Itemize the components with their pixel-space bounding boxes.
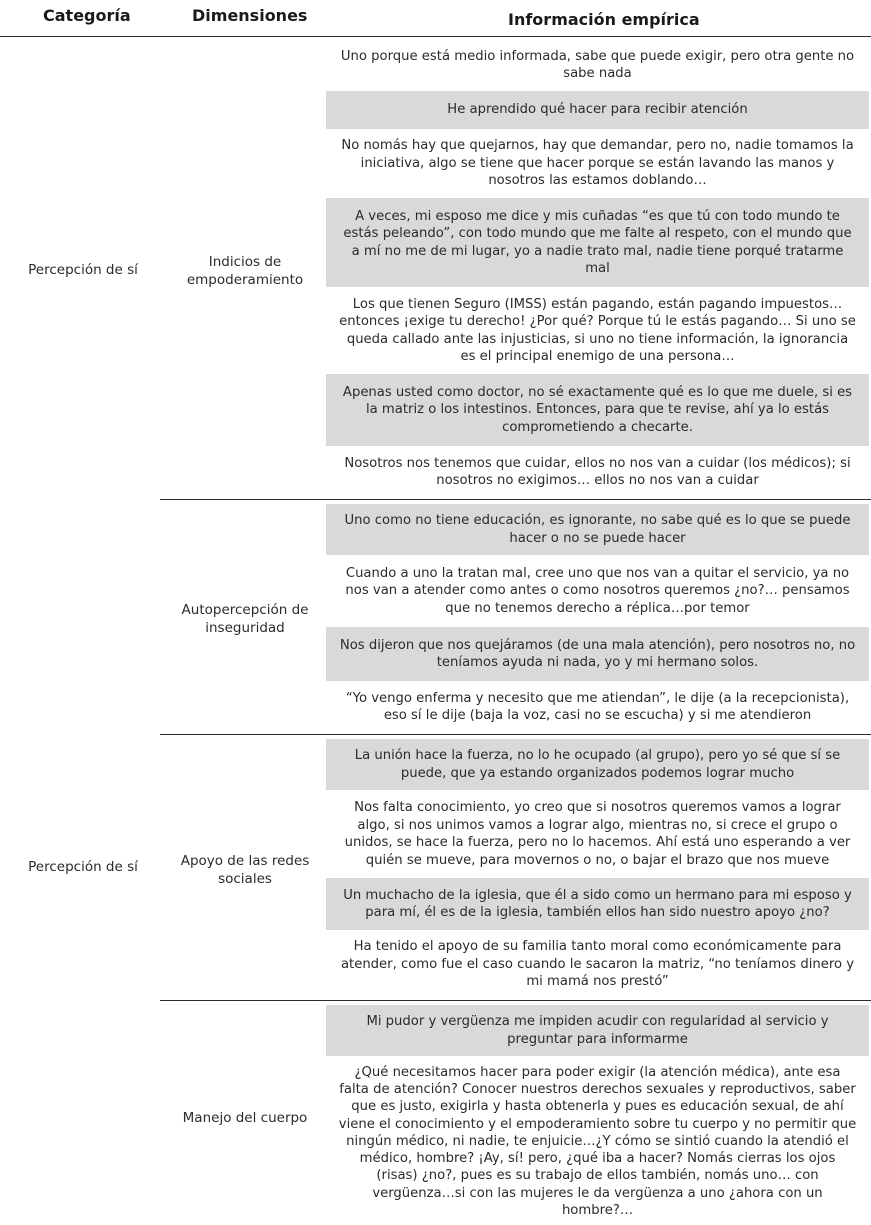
quote-cell: “Yo vengo enferma y necesito que me atiendan”, le dije (a la recepcionista), eso sí le dije (baja la voz, casi no se escucha) y si me atendieron [345, 690, 850, 723]
header-rule [0, 36, 871, 37]
dimension-empoderamiento: Indicios de empoderamiento [186, 254, 304, 288]
quote-cell: Ha tenido el apoyo de su familia tanto moral como económicamente para atender, como fue el caso cuando le sacaron la matriz, “no teníamos dinero y mi mamá nos prestó” [340, 939, 855, 990]
dimension-manejo-cuerpo: Manejo del cuerpo [182, 1110, 308, 1126]
quote-cell: Nosotros nos tenemos que cuidar, ellos no nos van a cuidar (los médicos); si nosotros no exigimos… ellos no nos van a cuidar [344, 455, 851, 488]
header-categoria: Categoría [43, 6, 131, 25]
quote-cell: Nos falta conocimiento, yo creo que si nosotros queremos vamos a lograr algo, si nos unimos vamos a lograr algo, mientras no, si crece el grupo o unidos, se hace la fuerza, pero no lo hacemos. Ahí está uno esperando a ver quién se mueve, para movernos o no, o bajar el brazo que nos mueve [344, 800, 851, 868]
quote-cell: Uno como no tiene educación, es ignorante, no sabe qué es lo que se puede hacer o no se puede hacer [326, 504, 869, 555]
header-informacion: Información empírica [508, 10, 700, 29]
quote-cell: No nomás hay que quejarnos, hay que demandar, pero no, nadie tomamos la iniciativa, algo se tiene que hacer porque se están lavando las manos y nosotros las estamos doblando… [341, 138, 854, 189]
quote-cell: Los que tienen Seguro (IMSS) están pagando, están pagando impuestos… entonces ¡exige tu derecho! ¿Por qué? Porque tú le estás pagando… Si uno se queda callado ante las injusticias, si uno no tiene información, la ignorancia es el principal enemigo de una persona… [339, 296, 856, 364]
section-divider [160, 1000, 871, 1001]
quote-cell: Mi pudor y vergüenza me impiden acudir con regularidad al servicio y preguntar para informarme [326, 1005, 869, 1056]
quote-cell: ¿Qué necesitamos hacer para poder exigir (la atención médica), ante esa falta de atención? Conocer nuestros derechos sexuales y reproductivos, saber que es justo, exigirla y hasta obtenerla y pues es educación sexual, de ahí viene el conocimiento y el empoderamiento sobre tu cuerpo y no permitir que ningún médico, ni nadie, te enjuicie…¿Y cómo se sintió cuando la atendió el médico, hombre? ¡Ay, sí! pero, ¿qué iba a hacer? Nomás cierras los ojos (risas) ¿no?, pues es su trabajo de ellos también, nomás uno… con vergüenza…si con las mujeres le da vergüenza a uno ¿ahora con un hombre?… [338, 1065, 857, 1218]
section-divider [160, 734, 871, 735]
quote-cell: La unión hace la fuerza, no lo he ocupado (al grupo), pero yo sé que sí se puede, que ya estando organizados podemos lograr mucho [326, 739, 869, 790]
quote-cell: Apenas usted como doctor, no sé exactamente qué es lo que me duele, si es la matriz o los intestinos. Entonces, para que te revise, ahí ya lo estás comprometiendo a checarte. [326, 374, 869, 446]
quote-cell: He aprendido qué hacer para recibir atención [326, 91, 869, 129]
quote-cell: A veces, mi esposo me dice y mis cuñadas “es que tú con todo mundo te estás peleando”, con todo mundo que me falte al respeto, con el mundo que a mí no me de mi lugar, yo a nadie trato mal, nadie tiene porqué tratarme mal [326, 198, 869, 287]
table-header [0, 0, 871, 36]
quote-cell: Un muchacho de la iglesia, que él a sido como un hermano para mi esposo y para mí, él es de la iglesia, también ellos han sido nuestro apoyo ¿no? [326, 878, 869, 930]
dimension-inseguridad: Autopercepción de inseguridad [181, 602, 309, 636]
header-dimensiones: Dimensiones [192, 6, 308, 25]
dimension-redes-sociales: Apoyo de las redes sociales [180, 853, 310, 887]
category-2: Percepción de sí [28, 859, 138, 875]
quote-cell: Uno porque está medio informada, sabe que puede exigir, pero otra gente no sabe nada [340, 48, 855, 81]
quote-cell: Nos dijeron que nos quejáramos (de una mala atención), pero nosotros no, no teníamos ayuda ni nada, yo y mi hermano solos. [326, 627, 869, 681]
section-divider [160, 499, 871, 500]
quote-cell: Cuando a uno la tratan mal, cree uno que nos van a quitar el servicio, ya no nos van a atender como antes o como nosotros queremos ¿no?… pensamos que no tenemos derecho a réplica…por temor [345, 565, 850, 616]
category-1: Percepción de sí [28, 262, 138, 278]
